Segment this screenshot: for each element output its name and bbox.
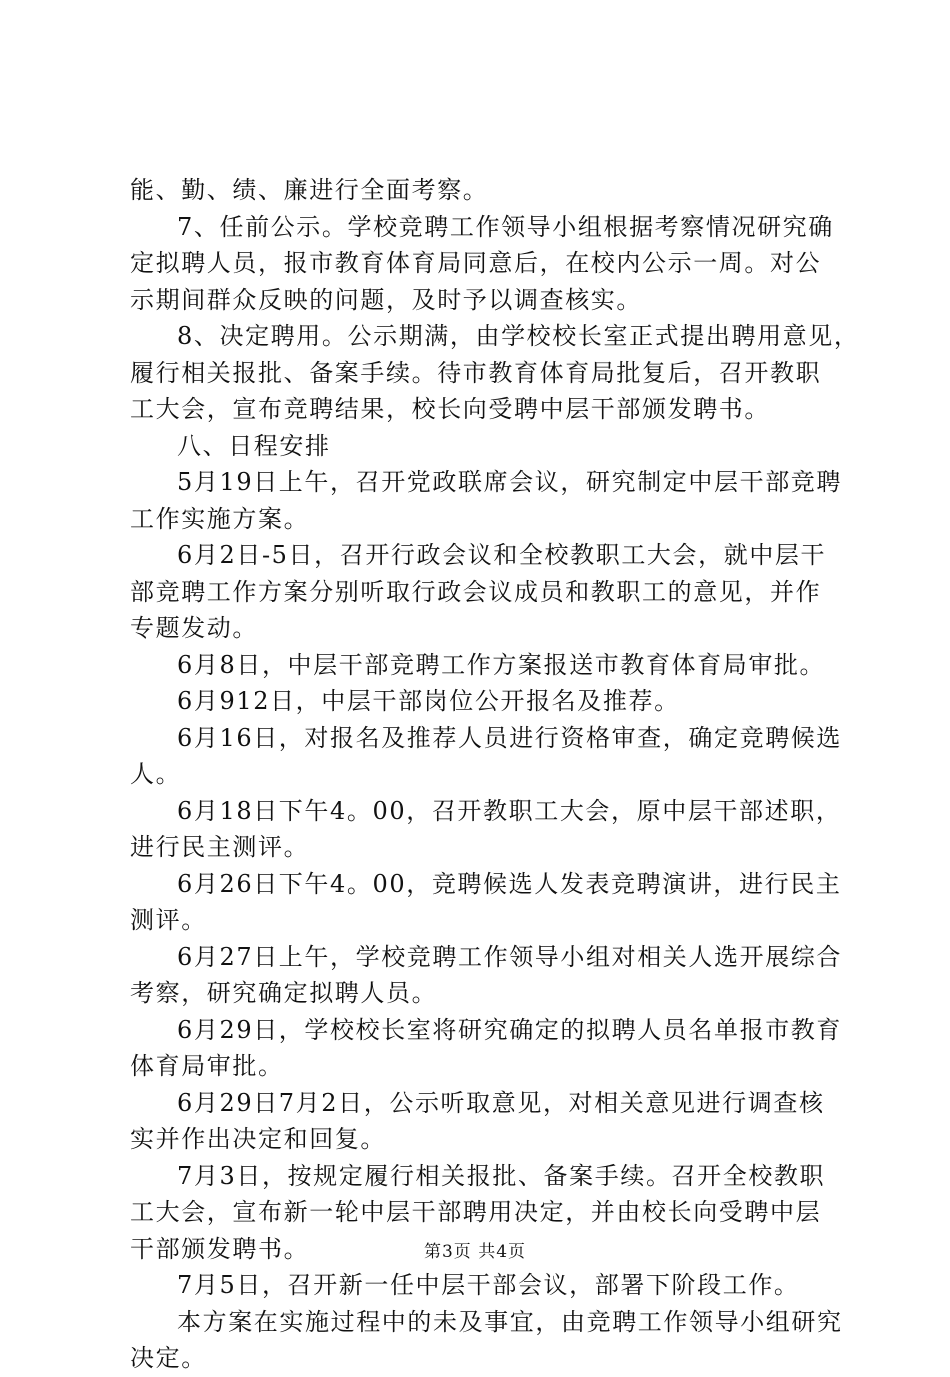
text-line: 进行民主测评。 xyxy=(130,833,310,861)
text-line: 工大会，宣布新一轮中层干部聘用决定，并由校长向受聘中层 xyxy=(130,1198,822,1226)
text-line: 工大会，宣布竞聘结果，校长向受聘中层干部颁发聘书。 xyxy=(130,395,770,423)
document-body xyxy=(130,172,860,1377)
page-footer: 第3页 共4页 xyxy=(423,1242,527,1262)
text-line: 6月8日，中层干部竞聘工作方案报送市教育体育局审批。 xyxy=(177,650,826,679)
text-line: 本方案在实施过程中的未及事宜，由竞聘工作领导小组研究 xyxy=(177,1307,843,1336)
text-line: 能、勤、绩、廉进行全面考察。 xyxy=(130,176,489,204)
text-line: 履行相关报批、备案手续。待市教育体育局批复后，召开教职 xyxy=(130,358,822,387)
text-line: 干部颁发聘书。 xyxy=(130,1234,310,1263)
text-line: 6月16日，对报名及推荐人员进行资格审查，确定竞聘候选 xyxy=(177,723,843,752)
text-line: 7月5日，召开新一任中层干部会议，部署下阶段工作。 xyxy=(177,1271,800,1299)
text-line: 测评。 xyxy=(130,906,207,934)
text-line: 人。 xyxy=(130,760,182,788)
text-line: 6月2日-5日，召开行政会议和全校教职工大会，就中层干 xyxy=(177,541,827,569)
text-line: 定拟聘人员，报市教育体育局同意后，在校内公示一周。对公 xyxy=(130,249,822,277)
text-line: 八、日程安排 xyxy=(177,431,331,460)
text-line: 6月18日下午4。00，召开教职工大会，原中层干部述职， xyxy=(177,796,842,825)
text-line: 6月29日7月2日，公示听取意见，对相关意见进行调查核 xyxy=(177,1088,825,1117)
text-line: 体育局审批。 xyxy=(130,1052,284,1080)
text-line: 6月27日上午，学校竞聘工作领导小组对相关人选开展综合 xyxy=(177,942,843,971)
text-line: 6月29日，学校校长室将研究确定的拟聘人员名单报市教育 xyxy=(177,1015,843,1044)
text-line: 6月912日，中层干部岗位公开报名及推荐。 xyxy=(177,687,680,715)
text-line: 工作实施方案。 xyxy=(130,504,310,533)
text-line: 决定。 xyxy=(130,1344,207,1372)
text-line: 示期间群众反映的问题，及时予以调查核实。 xyxy=(130,285,642,314)
text-line: 5月19日上午，召开党政联席会议，研究制定中层干部竞聘 xyxy=(177,468,843,496)
text-line: 实并作出决定和回复。 xyxy=(130,1125,386,1153)
text-line: 考察，研究确定拟聘人员。 xyxy=(130,979,438,1007)
text-line: 6月26日下午4。00，竞聘候选人发表竞聘演讲，进行民主 xyxy=(177,869,842,898)
text-line: 专题发动。 xyxy=(130,614,258,642)
text-line: 7月3日，按规定履行相关报批、备案手续。召开全校教职 xyxy=(177,1161,826,1190)
text-line: 7、任前公示。学校竞聘工作领导小组根据考察情况研究确 xyxy=(177,212,834,241)
text-line: 8、决定聘用。公示期满，由学校校长室正式提出聘用意见， xyxy=(177,322,860,350)
text-line: 部竞聘工作方案分别听取行政会议成员和教职工的意见，并作 xyxy=(130,577,822,606)
